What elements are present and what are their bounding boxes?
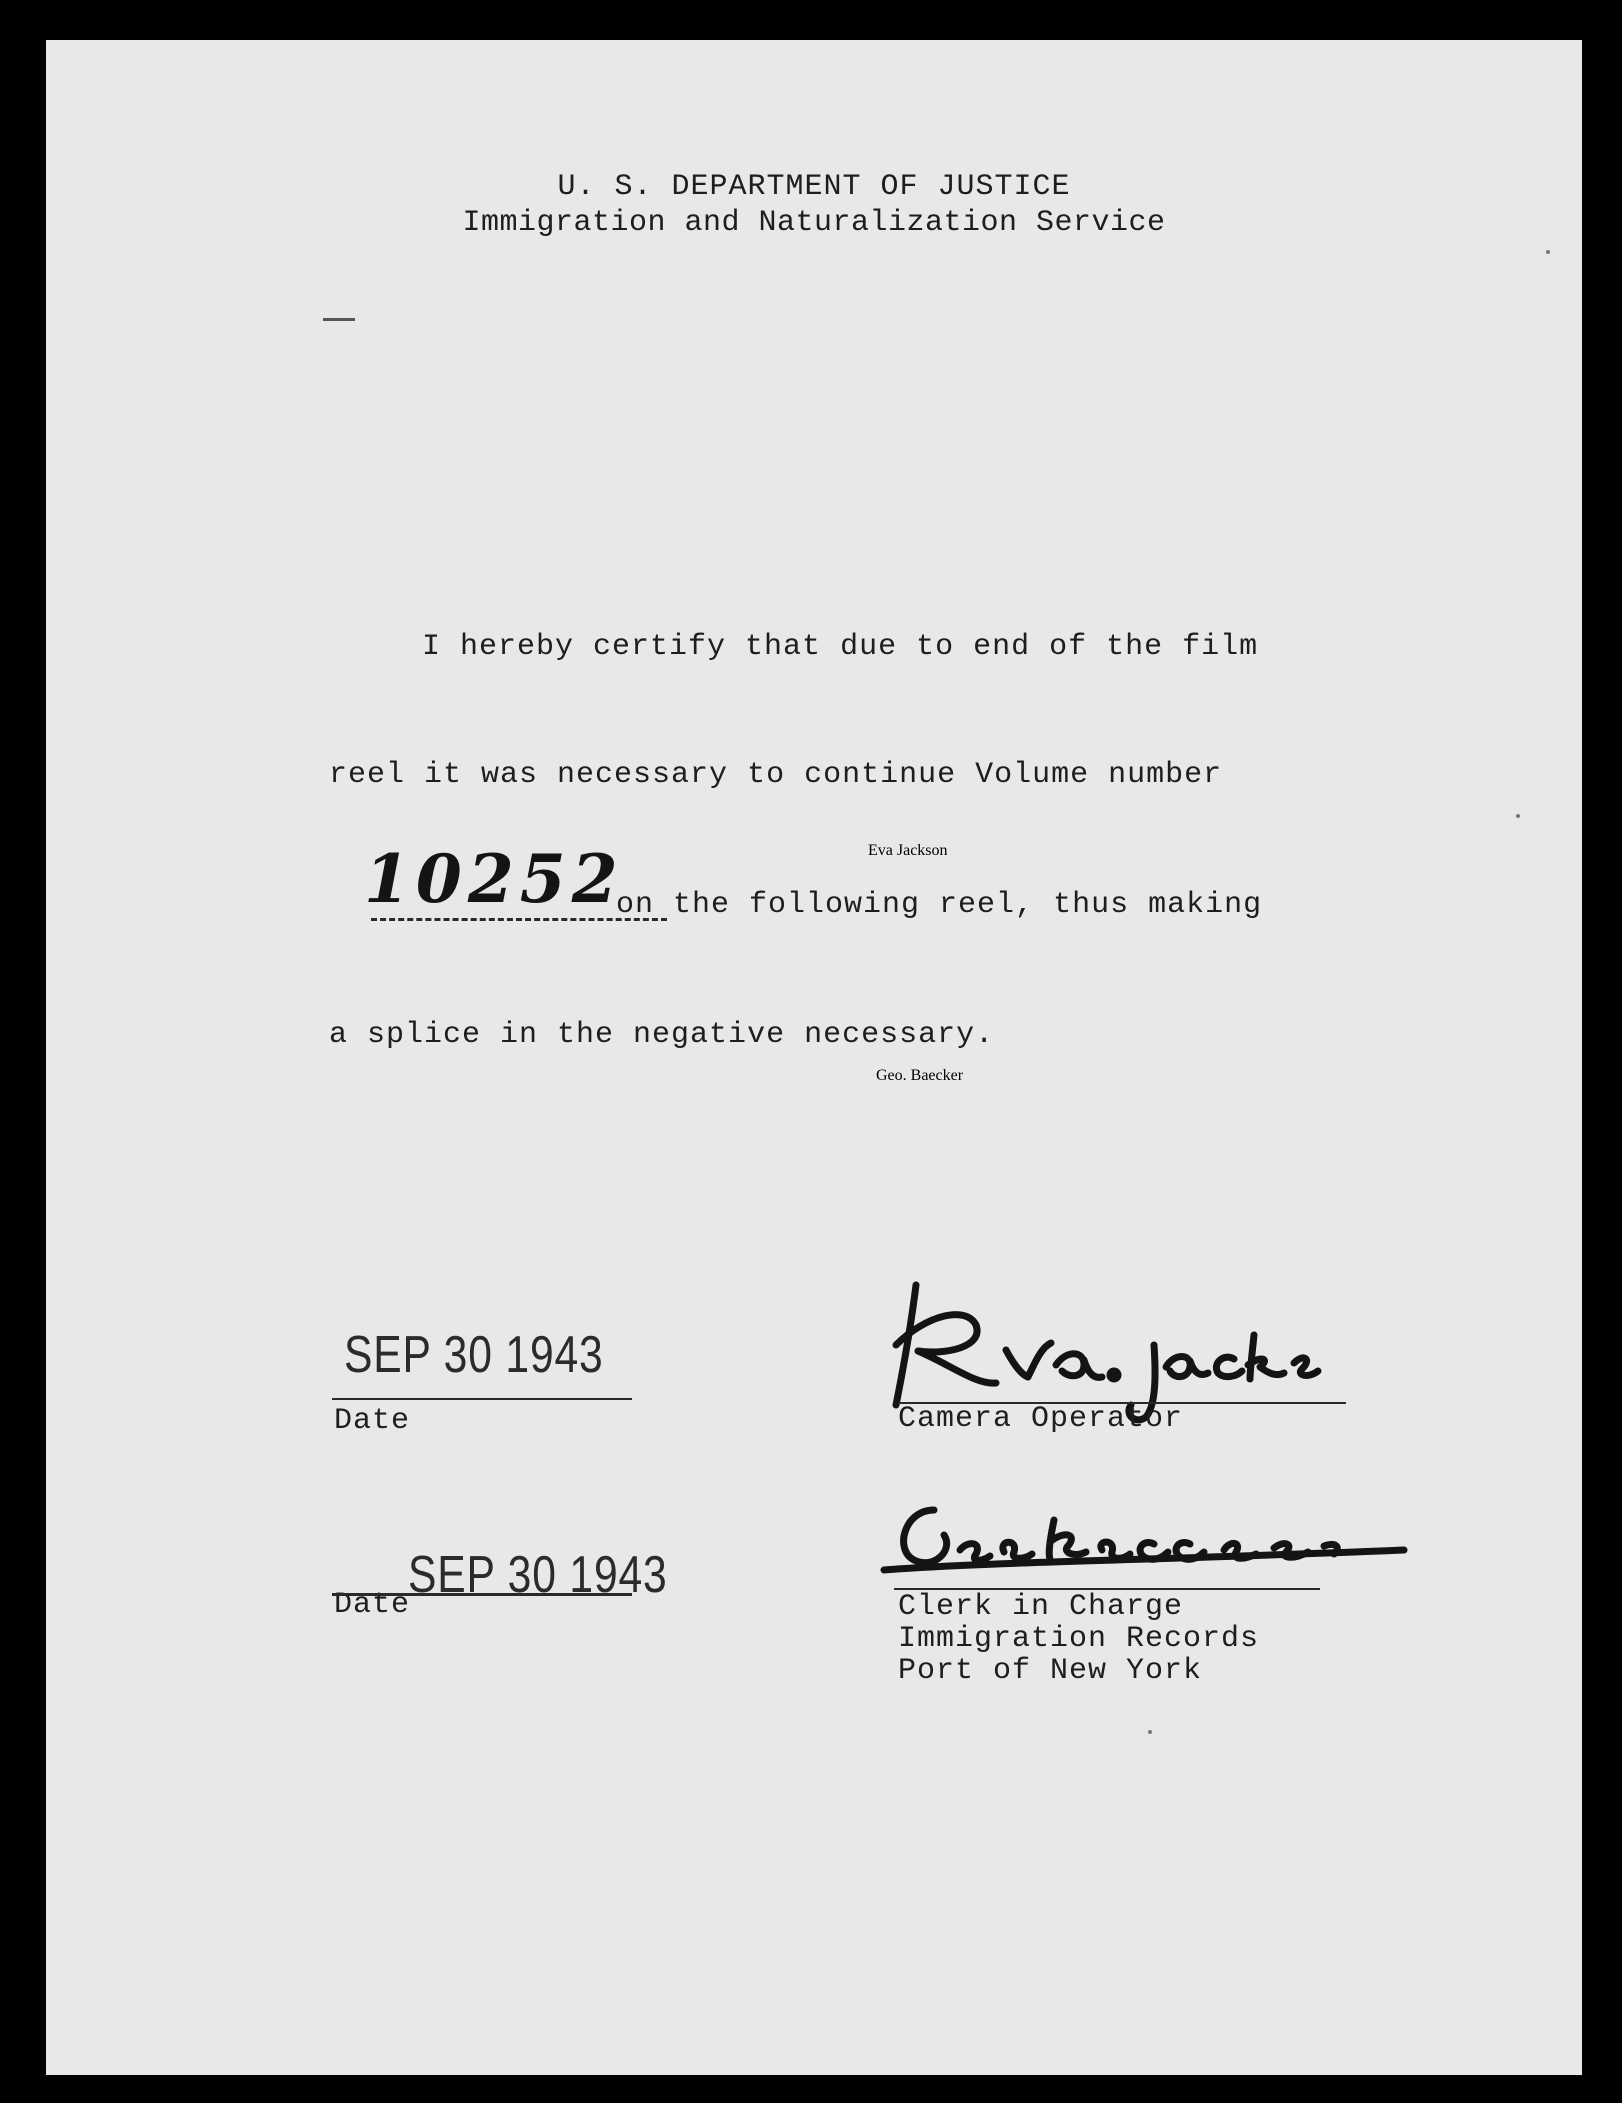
- scan-speck: [1546, 250, 1550, 254]
- date-label-1: Date: [334, 1404, 411, 1438]
- date-label-2: Date: [334, 1588, 411, 1622]
- svg-text:Geo. Baecker: Geo. Baecker: [876, 1067, 964, 1084]
- certificate-line-4: a splice in the negative necessary.: [329, 1018, 995, 1052]
- svg-text:Eva Jackson: Eva Jackson: [868, 842, 948, 859]
- certificate-line-3: on the following reel, thus making: [616, 888, 1263, 922]
- clerk-label-line-1: Clerk in Charge: [898, 1590, 1184, 1624]
- date-line-2: [332, 1593, 632, 1596]
- volume-number-handwritten: 10252: [364, 840, 624, 918]
- document-page: [46, 40, 1582, 2075]
- service-heading: Immigration and Naturalization Service: [462, 206, 1166, 240]
- certificate-line-2: reel it was necessary to continue Volume number: [329, 758, 1223, 792]
- date-stamp-2: SEP 30 1943: [408, 1546, 668, 1604]
- camera-operator-label: Camera Operator: [898, 1402, 1184, 1436]
- margin-mark: [323, 318, 355, 321]
- clerk-label-line-3: Port of New York: [898, 1654, 1203, 1688]
- scan-speck: [1516, 814, 1520, 818]
- certificate-line-1: I hereby certify that due to end of the film: [422, 630, 1259, 664]
- date-line-1: [332, 1398, 632, 1400]
- department-heading: U. S. DEPARTMENT OF JUSTICE: [557, 170, 1071, 204]
- scan-speck: [1148, 1730, 1152, 1734]
- date-stamp-1: SEP 30 1943: [344, 1326, 604, 1384]
- clerk-label-line-2: Immigration Records: [898, 1622, 1260, 1656]
